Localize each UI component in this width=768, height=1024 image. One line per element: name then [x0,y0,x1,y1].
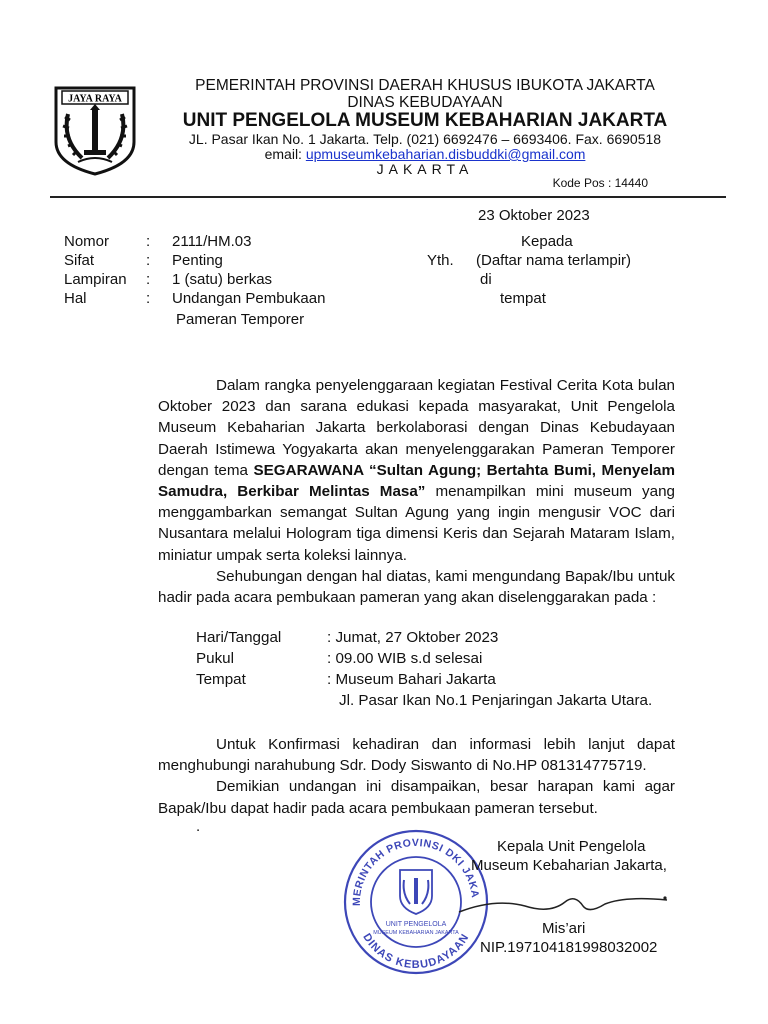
schedule-hari [196,629,498,646]
nomor-value: 2111/HM.03 [172,233,252,250]
tempat-value: : Museum Bahari Jakarta [327,671,496,688]
recipient-yth: Yth. [427,252,454,269]
body-text-upper [158,375,675,608]
meta-sifat [64,252,223,269]
colon: : [146,252,151,269]
sifat-value: Penting [172,252,223,269]
header-divider [50,196,726,198]
nomor-label: Nomor [64,233,110,250]
signer-name: Mis’ari [542,920,586,937]
recipient-kepada: Kepada [521,233,573,250]
header-email-row [150,146,700,162]
intro-text-cont: menampilkan mini museum yang menggambarkan semangat Sultan Agung yang ingin mengusir VOC dari Nusantara melalui Hologram tiga dimensi Keris dan Sejarah Mataram Islam, miniatur umpak serta koleksi lainnya. [158,483,675,564]
header-unit: UNIT PENGELOLA MUSEUM KEBAHARIAN JAKARTA [182,110,668,131]
paragraph-contact: Untuk Konfirmasi kehadiran dan informasi lebih lanjut dapat menghubungi narahubung Sdr. Dody Siswanto di No.HP 081314775719. [158,736,675,775]
stamp-outer-bottom: DINAS KEBUDAYAAN [360,931,472,972]
recipient-name: (Daftar nama terlampir) [476,252,632,269]
hal-value-2: Pameran Temporer [176,311,305,328]
stamp-inner-1: UNIT PENGELOLA [385,921,447,928]
logo-text: JAYA RAYA [68,93,122,105]
postal-code: Kode Pos : 14440 [552,176,648,190]
header-government: PEMERINTAH PROVINSI DAERAH KHUSUS IBUKOTA JAKARTA [195,77,655,94]
colon: : [146,271,151,288]
paragraph-intro [158,375,675,566]
header-address: JL. Pasar Ikan No. 1 Jakarta. Telp. (021) 6692476 – 6693406. Fax. 6690518 [188,131,662,147]
stamp-inner-2: MUSEUM KEBAHARIAN JAKARTA [373,930,459,936]
letter-date: 23 Oktober 2023 [478,207,590,224]
lampiran-value: 1 (satu) berkas [172,271,273,288]
schedule-address: Jl. Pasar Ikan No.1 Penjaringan Jakarta Utara. [339,692,653,709]
stray-dot: . [196,818,201,835]
colon: : [146,233,151,250]
hari-label: Hari/Tanggal [196,629,282,646]
lampiran-label: Lampiran [64,271,127,288]
schedule-pukul [196,650,482,667]
signer-title-2: Museum Kebaharian Jakarta, [471,857,667,874]
body-text-lower [158,734,675,819]
schedule-tempat [196,671,496,688]
paragraph-invitation: Sehubungan dengan hal diatas, kami mengundang Bapak/Ibu untuk hadir pada acara pembukaan pameran yang akan diselenggarakan pada : [158,567,675,607]
recipient-tempat: tempat [500,290,546,307]
hal-label: Hal [64,290,87,307]
email-link[interactable]: upmuseumkebaharian.disbuddki@gmail.com [305,146,586,162]
intro-text: Dalam rangka penyelenggaraan kegiatan Festival Cerita Kota bulan Oktober 2023 dan sarana edukasi kepada masyarakat, Unit Pengelola Museum Kebaharian Jakarta berkolaborasi dengan Dinas Kebudayaan Daerah Istimewa Yogyakarta akan menyelenggarakan Pameran Temporer dengan tema [158,377,675,479]
paragraph-closing: Demikian undangan ini disampaikan, besar harapan kami agar Bapak/Ibu dapat hadir pada acara pembukaan pameran tersebut. [158,778,675,817]
meta-lampiran [64,271,272,288]
sifat-label: Sifat [64,252,95,269]
tempat-label: Tempat [196,671,246,688]
header-city: JAKARTA [376,161,474,177]
meta-hal [64,290,325,307]
exhibition-theme: SEGARAWANA “Sultan Agung; Bertahta Bumi, Menyelam Samudra, Berkibar Melintas Masa” [158,461,675,501]
header-department: DINAS KEBUDAYAAN [347,94,503,111]
jaya-raya-logo [52,84,138,176]
hari-value: : Jumat, 27 Oktober 2023 [327,629,499,646]
hal-value-1: Undangan Pembukaan [172,290,326,307]
recipient-di: di [480,271,492,288]
signer-title-1: Kepala Unit Pengelola [497,838,646,855]
meta-nomor [64,233,252,250]
email-label: email: [264,146,306,162]
signer-nip: NIP.197104181998032002 [480,939,658,956]
pukul-value: : 09.00 WIB s.d selesai [327,650,483,667]
pukul-label: Pukul [196,650,234,667]
stamp-outer-top: MERINTAH PROVINSI DKI JAKA [350,836,481,906]
colon: : [146,290,151,307]
